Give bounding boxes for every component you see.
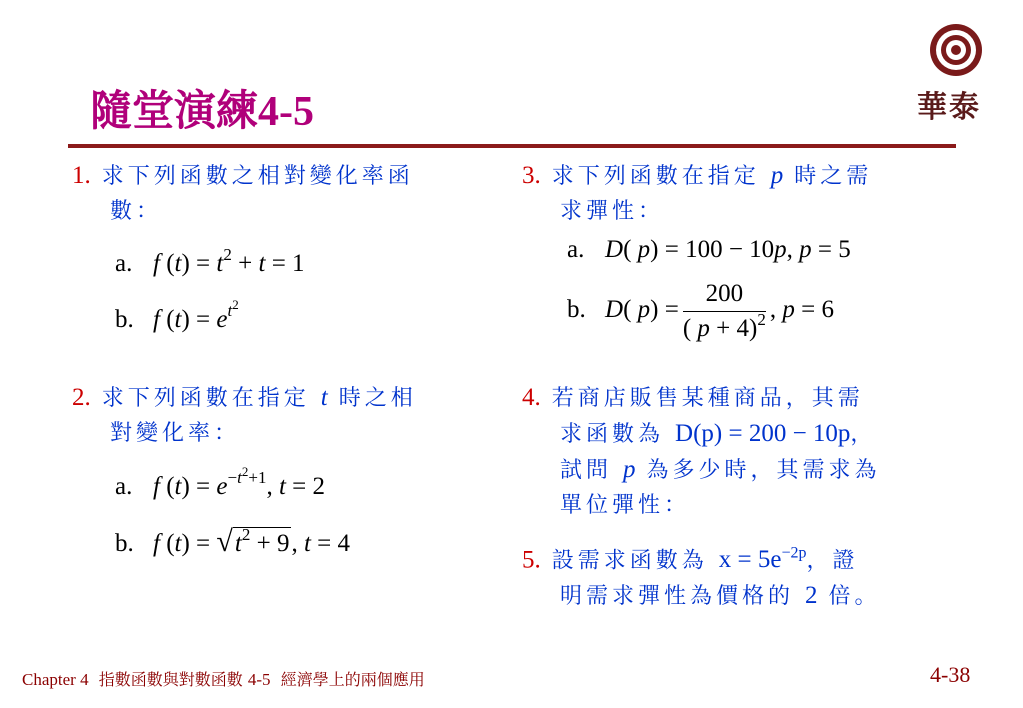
problem-4-line1: 若商店販售某種商品，其需 (551, 386, 864, 411)
problem-3-line1-pre: 求下列函數在指定 (551, 164, 760, 189)
problem-3b-fraction: $\frac{200}{( p + 4)^2}$ (682, 280, 766, 342)
problem-2-line1-post: 時之相 (338, 386, 417, 411)
problem-1-line2: 數： (110, 199, 163, 224)
problem-2-number: 2. (72, 384, 91, 411)
problem-1 (72, 158, 492, 229)
title-text: 隨堂演練 (90, 86, 259, 135)
page-number: 4-38 (930, 662, 971, 687)
problem-4-line4: 單位彈性： (560, 493, 691, 518)
problem-3-var: p (770, 162, 784, 189)
footer-chapter: Chapter 4 (22, 670, 89, 689)
problem-3 (522, 158, 952, 229)
problem-5 (522, 536, 962, 614)
problem-3-line2: 求彈性： (560, 199, 665, 224)
problem-4-line2-pre: 求函數為 (560, 422, 665, 447)
publisher-logo-text: 華泰 (917, 90, 981, 125)
problem-2a-equation: a. f $(t) = e^{-t^2+1}$, t = 2 (115, 464, 326, 500)
problem-1b-equation: b. f $(t) = e^{t^2}$ (115, 297, 239, 333)
problem-2-line2: 對變化率： (110, 421, 241, 446)
title-divider (68, 144, 956, 148)
problem-5-line1-post: ，證 (806, 548, 859, 574)
problem-5-line2-pre: 明需求彈性為價格的 (560, 584, 795, 610)
problem-3a-equation: a. D( p) = 100 − 10p, p = 5 (567, 236, 851, 263)
problem-3-number: 3. (522, 162, 541, 189)
problem-2b-equation: b. f $(t) = √t^2 + 9$, t = 4 (115, 525, 351, 558)
problem-5-line2-post: 倍。 (828, 584, 881, 610)
problem-5-multiplier: 2 (805, 582, 818, 610)
problem-5-number: 5. (522, 546, 541, 574)
problem-1b-label: b. (115, 306, 134, 333)
problem-4-line3-post: 為多少時，其需求為 (646, 458, 881, 483)
problem-1a-label: a. (115, 250, 133, 277)
problem-2-var: t (320, 384, 328, 411)
problem-1-number: 1. (72, 162, 91, 189)
publisher-logo-icon (928, 22, 984, 78)
problem-1a-equation: a. f $(t) = t^2 + t = 1$ (115, 245, 305, 277)
footer-chapter-title: 指數函數與對數函數 (98, 670, 243, 689)
title-number: 4-5 (258, 89, 315, 135)
problem-2 (72, 380, 492, 451)
slide-footer (22, 667, 425, 690)
problem-5-line1-pre: 設需求函數為 (551, 548, 708, 574)
slide-title (90, 78, 314, 138)
problem-1-line1: 求下列函數之相對變化率函 (101, 164, 414, 189)
footer-section: 4-5 (247, 670, 271, 689)
problem-4 (522, 380, 962, 523)
problem-3b-equation: b. D( p) = $\frac{200}{( p + 4)^2}$ , p = 6 (567, 280, 834, 342)
problem-4-line3-pre: 試問 (560, 458, 613, 483)
problem-2a-label: a. (115, 473, 133, 500)
problem-4-line2-post: ， (850, 422, 877, 447)
problem-4-var: p (623, 456, 636, 483)
problem-3a-label: a. (567, 236, 585, 263)
problem-2b-label: b. (115, 530, 134, 557)
problem-4-demand-function: D(p) = 200 − 10p (675, 420, 851, 447)
problem-3-line1-post: 時之需 (794, 164, 873, 189)
problem-3b-label: b. (567, 296, 586, 324)
problem-2-line1-pre: 求下列函數在指定 (101, 386, 310, 411)
problem-4-number: 4. (522, 384, 541, 411)
footer-section-title: 經濟學上的兩個應用 (280, 670, 425, 689)
problem-5-demand-function: $x = 5e^{-2p}$ (718, 545, 807, 574)
